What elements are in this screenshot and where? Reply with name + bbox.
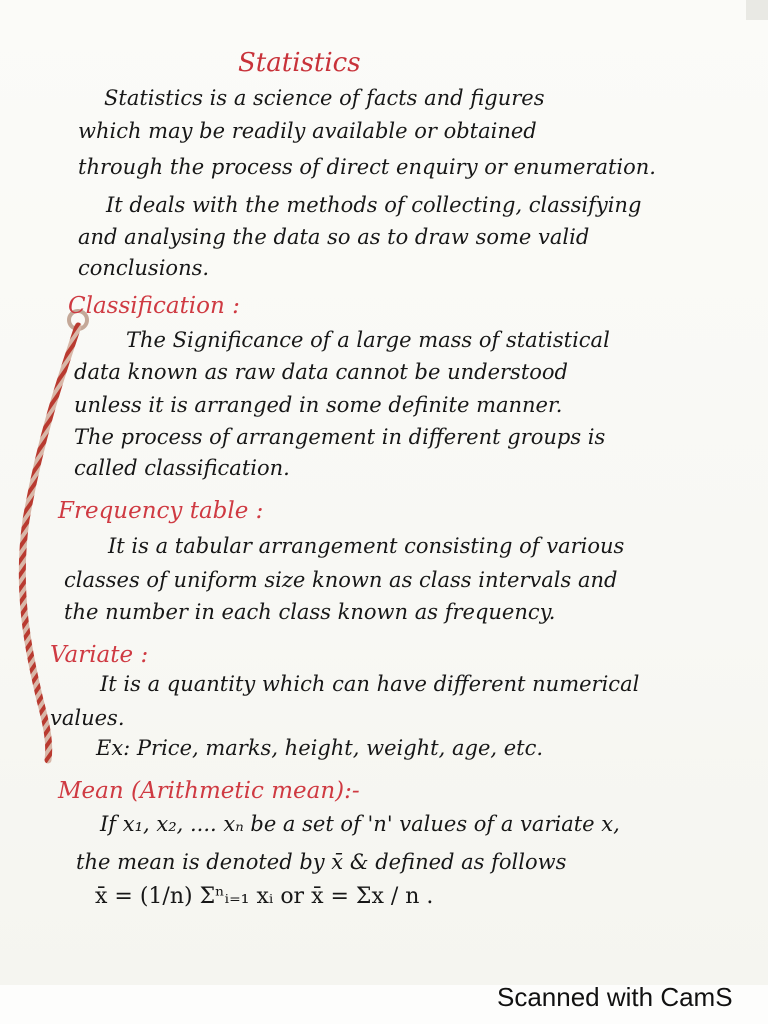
mean-line: If x₁, x₂, .... xₙ be a set of 'n' values of a variate x, [100,812,620,836]
section-heading-frequency-table: Frequency table : [58,498,264,524]
section-heading-classification: Classification : [68,293,240,319]
classification-line: data known as raw data cannot be understood [74,360,568,384]
scanner-watermark: Scanned with CamS [497,982,733,1012]
mean-line: the mean is denoted by x̄ & defined as follows [76,850,567,874]
classification-line: called classification. [74,456,290,480]
mean-formula: x̄ = (1/n) Σⁿᵢ₌₁ xᵢ or x̄ = Σx / n . [95,884,434,909]
intro-line: and analysing the data so as to draw some valid [78,225,590,249]
intro-line: through the process of direct enquiry or enumeration. [78,155,656,179]
frequency-line: classes of uniform size known as class intervals and [64,568,618,592]
variate-line: values. [50,706,125,730]
frequency-line: the number in each class known as frequency. [64,600,556,624]
classification-line: unless it is arranged in some definite manner. [74,393,563,417]
frequency-line: It is a tabular arrangement consisting of various [108,534,625,558]
section-heading-mean: Mean (Arithmetic mean):- [58,778,360,804]
intro-line: It deals with the methods of collecting, classifying [106,193,642,217]
variate-line: It is a quantity which can have different numerical [100,672,640,696]
classification-line: The process of arrangement in different groups is [74,425,606,449]
variate-example-line: Ex: Price, marks, height, weight, age, etc. [96,736,544,760]
classification-line: The Significance of a large mass of statistical [126,328,610,352]
page-title: Statistics [238,48,361,78]
intro-line: conclusions. [78,256,210,280]
section-heading-variate: Variate : [50,642,149,668]
intro-line: which may be readily available or obtained [78,119,537,143]
intro-line: Statistics is a science of facts and figures [104,86,545,110]
